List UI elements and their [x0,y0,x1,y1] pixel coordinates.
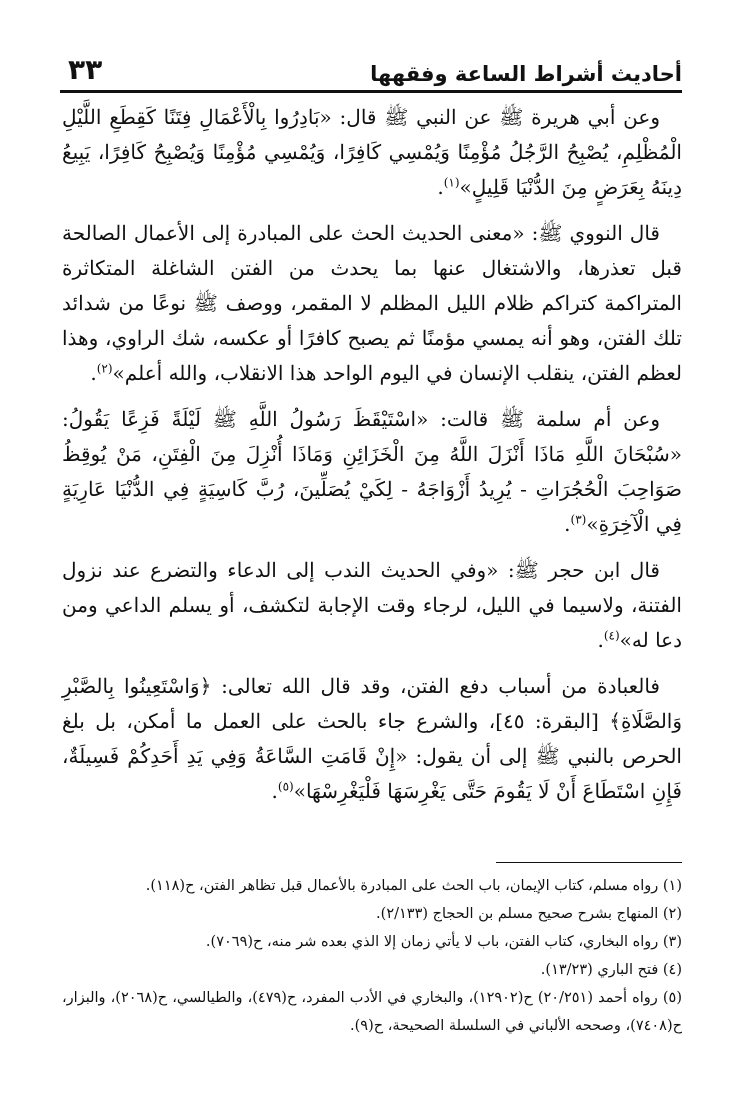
paragraph-nawawi: قال النووي ﷺ: «معنى الحديث الحث على المبادرة إلى الأعمال الصالحة قبل تعذرها، والاشتغال عنها بما يحدث من الفتن الشاغلة المتكاثرة المتراكمة كتراكم ظلام الليل المظلم لا المقمر، ووصف ﷺ نوعًا من شدائد تلك الفتن، وهو أنه يمسي مؤمنًا ثم يصبح كافرًا أو عكسه، شك الراوي، وهذا لعظم الفتن، ينقلب الإنسان في اليوم الواحد هذا الانقلاب، والله أعلم»$^{(٢)}$. [62,221,682,385]
footnote-item: (٥) رواه أحمد (٢٠/٢٥١) ح(١٢٩٠٢)، والبخاري في الأدب المفرد، ح(٤٧٩)، والطيالسي، ح(٢٠٦٨)، والبزار، ح(٧٤٠٨)، وصححه الألباني في السلسلة الصحيحة، ح(٩). [62,990,682,1034]
paragraph-text: وعن أم سلمة ﷺ قالت: «اسْتَيْقَظَ رَسُولُ اللَّهِ ﷺ لَيْلَةً فَزِعًا يَقُولُ: «سُبْحَانَ اللَّهِ مَاذَا أَنْزَلَ اللَّهُ مِنَ الْخَزَائِنِ وَمَاذَا أُنْزِلَ مِنَ الْفِتَنِ، مَنْ يُوقِظُ صَوَاحِبَ الْحُجُرَاتِ - يُرِيدُ أَزْوَاجَهُ - لِكَيْ يُصَلِّينَ، رُبَّ كَاسِيَةٍ فِي الدُّنْيَا عَارِيَةٍ فِي الْآخِرَةِ» [62,407,682,536]
footnote-item: (٢) المنهاج بشرح صحيح مسلم بن الحجاج (٢/١٣٣). [376,906,682,922]
paragraph-text: قال ابن حجر ﷺ: «وفي الحديث الندب إلى الدعاء والتضرع عند نزول الفتنة، ولاسيما في الليل، لرجاء وقت الإجابة لتكشف، أو يسلم الداعي ومن دعا له» [62,558,682,652]
paragraph-text: فالعبادة من أسباب دفع الفتن، وقد قال الله تعالى: ﴿وَاسْتَعِينُوا بِالصَّبْرِ وَالصَّلَاةِ﴾ [البقرة: ٤٥]، والشرع جاء بالحث على العمل ما أمكن، بل بلغ الحرص بالنبي ﷺ إلى أن يقول: «إِنْ قَامَتِ السَّاعَةُ وَفِي يَدِ أَحَدِكُمْ فَسِيلَةٌ، فَإِنِ اسْتَطَاعَ أَنْ لَا يَقُومَ حَتَّى يَغْرِسَهَا فَلْيَغْرِسْهَا» [62,674,683,803]
footnote-item: (٤) فتح الباري (١٣/٢٣). [540,962,682,978]
page-header [60,40,682,93]
running-title: أحاديث أشراط الساعة وفقهها [370,62,682,86]
paragraph-text: وعن أبي هريرة ﷺ عن النبي ﷺ قال: «بَادِرُوا بِالْأَعْمَالِ فِتَنًا كَقِطَعِ اللَّيْلِ الْمُظْلِمِ، يُصْبِحُ الرَّجُلُ مُؤْمِنًا وَيُمْسِي كَافِرًا، وَيُمْسِي مُؤْمِنًا وَيُصْبِحُ كَافِرًا، يَبِيعُ دِينَهُ بِعَرَضٍ مِنَ الدُّنْيَا قَلِيلٍ» [62,105,682,199]
footnote-ref: (٥) [277,779,294,794]
page-number: ٣٣ [68,53,103,86]
footnote-ref: (١) [443,175,460,190]
paragraph-ibn-hajar: قال ابن حجر ﷺ: «وفي الحديث الندب إلى الدعاء والتضرع عند نزول الفتنة، ولاسيما في الليل، لرجاء وقت الإجابة لتكشف، أو يسلم الداعي ومن دعا له»$^{(٤)}$. [62,558,682,652]
footnote-item: (١) رواه مسلم، كتاب الإيمان، باب الحث على المبادرة بالأعمال قبل تظاهر الفتن، ح(١١٨). [145,878,682,894]
paragraph-worship: فالعبادة من أسباب دفع الفتن، وقد قال الله تعالى: ﴿وَاسْتَعِينُوا بِالصَّبْرِ وَالصَّلَاةِ﴾ [البقرة: ٤٥]، والشرع جاء بالحث على العمل ما أمكن، بل بلغ الحرص بالنبي ﷺ إلى أن يقول: «إِنْ قَامَتِ السَّاعَةُ وَفِي يَدِ أَحَدِكُمْ فَسِيلَةٌ، فَإِنِ اسْتَطَاعَ أَنْ لَا يَقُومَ حَتَّى يَغْرِسَهَا فَلْيَغْرِسْهَا»$^{(٥)}$. [62,674,683,803]
paragraph-umm-salama: وعن أم سلمة ﷺ قالت: «اسْتَيْقَظَ رَسُولُ اللَّهِ ﷺ لَيْلَةً فَزِعًا يَقُولُ: «سُبْحَانَ اللَّهِ مَاذَا أَنْزَلَ اللَّهُ مِنَ الْخَزَائِنِ وَمَاذَا أُنْزِلَ مِنَ الْفِتَنِ، مَنْ يُوقِظُ صَوَاحِبَ الْحُجُرَاتِ - يُرِيدُ أَزْوَاجَهُ - لِكَيْ يُصَلِّينَ، رُبَّ كَاسِيَةٍ فِي الدُّنْيَا عَارِيَةٍ فِي الْآخِرَةِ»$^{(٣)}$. [62,407,682,536]
footnotes [62,872,682,1040]
footnote-divider [496,862,682,863]
paragraph-hadith-abu-hurayra: وعن أبي هريرة ﷺ عن النبي ﷺ قال: «بَادِرُوا بِالْأَعْمَالِ فِتَنًا كَقِطَعِ اللَّيْلِ الْمُظْلِمِ، يُصْبِحُ الرَّجُلُ مُؤْمِنًا وَيُمْسِي كَافِرًا، وَيُمْسِي مُؤْمِنًا وَيُصْبِحُ كَافِرًا، يَبِيعُ دِينَهُ بِعَرَضٍ مِنَ الدُّنْيَا قَلِيلٍ»$^{(١)}$. [62,105,682,199]
footnote-ref: (٣) [570,512,587,527]
footnote-ref: (٤) [603,628,620,643]
footnote-item: (٣) رواه البخاري، كتاب الفتن، باب لا يأتي زمان إلا الذي بعده شر منه، ح(٧٠٦٩). [205,934,682,950]
footnote-ref: (٢) [96,361,113,376]
paragraph-text: قال النووي ﷺ: «معنى الحديث الحث على المبادرة إلى الأعمال الصالحة قبل تعذرها، والاشتغال عنها بما يحدث من الفتن الشاغلة المتكاثرة المتراكمة كتراكم ظلام الليل المظلم لا المقمر، ووصف ﷺ نوعًا من شدائد تلك الفتن، وهو أنه يمسي مؤمنًا ثم يصبح كافرًا أو عكسه، شك الراوي، وهذا لعظم الفتن، ينقلب الإنسان في اليوم الواحد هذا الانقلاب، والله أعلم» [62,221,682,385]
main-text [62,100,682,820]
